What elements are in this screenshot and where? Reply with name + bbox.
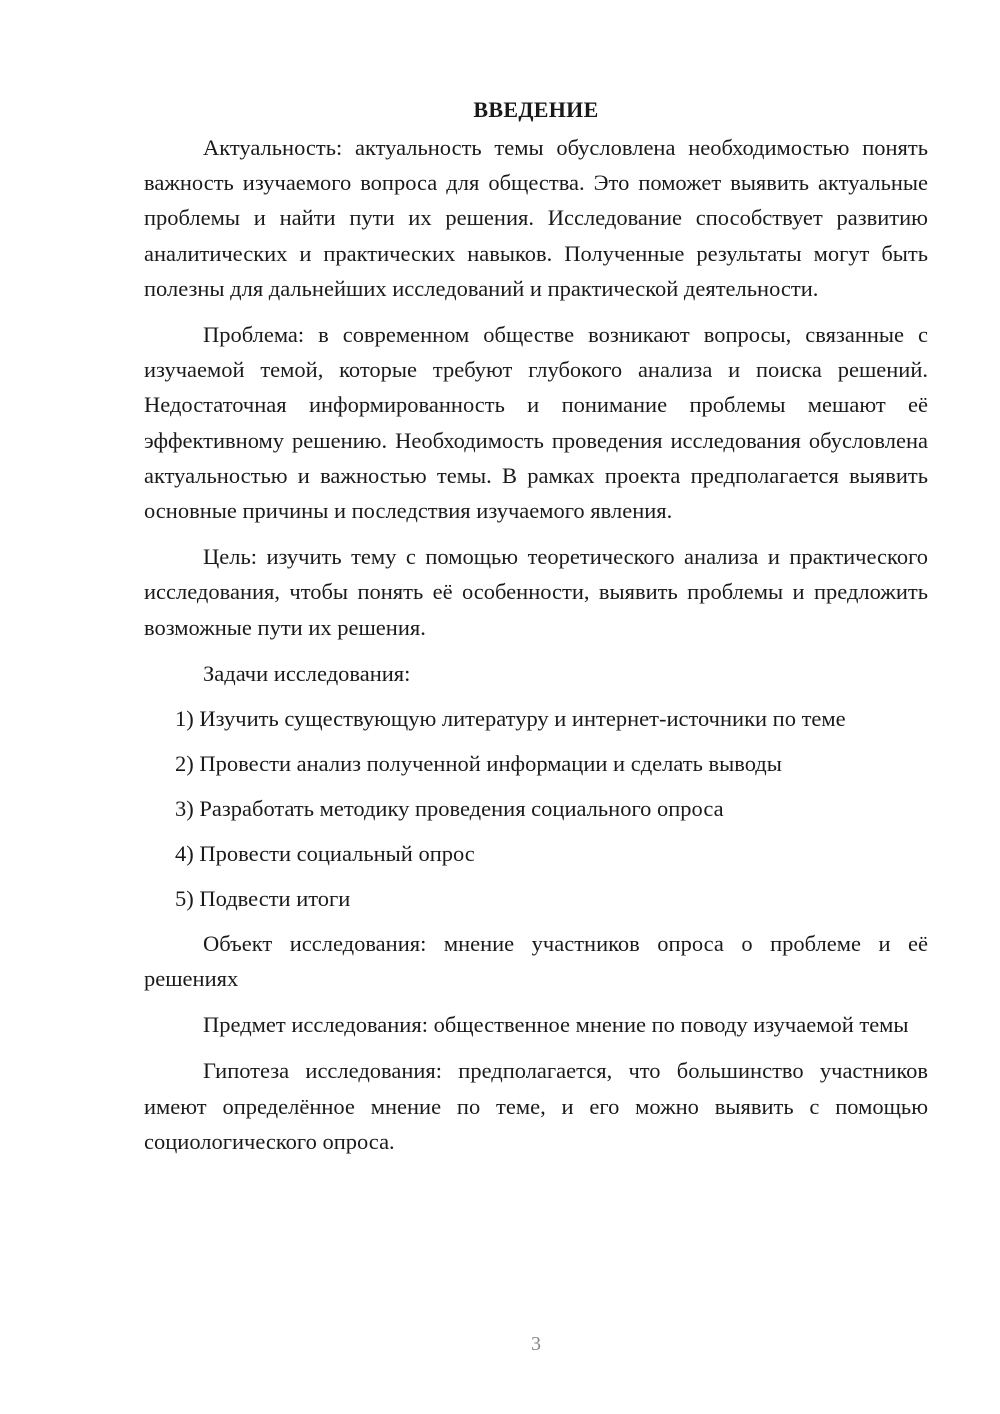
task-item: 5) Подвести итоги xyxy=(175,885,351,911)
tasks-title: Задачи исследования: xyxy=(203,660,411,686)
object-paragraph: Объект исследования: мнение участников опроса о проблеме и её решениях xyxy=(144,930,928,992)
page-number: 3 xyxy=(531,1333,541,1355)
task-item: 2) Провести анализ полученной информации и сделать выводы xyxy=(175,750,782,776)
relevance-paragraph: Актуальность: актуальность темы обусловлена необходимостью понять важность изучаемого вопроса для общества. Это поможет выявить актуальные проблемы и найти пути их решения. Исследование способствует развитию аналитических и практических навыков. Полученные результаты могут быть полезны для дальнейших исследований и практической деятельности. xyxy=(144,135,928,301)
hypothesis-paragraph: Гипотеза исследования: предполагается, что большинство участников имеют определённое мнение по теме, и его можно выявить с помощью социологического опроса. xyxy=(144,1058,928,1154)
task-item: 1) Изучить существующую литературу и интернет-источники по теме xyxy=(175,705,846,731)
problem-paragraph: Проблема: в современном обществе возникают вопросы, связанные с изучаемой темой, которые требуют глубокого анализа и поиска решений. Недостаточная информированность и понимание проблемы мешают её эффективному решению. Необходимость проведения исследования обусловлена актуальностью и важностью темы. В рамках проекта предполагается выявить основные причины и последствия изучаемого явления. xyxy=(144,322,928,524)
subject-paragraph: Предмет исследования: общественное мнение по поводу изучаемой темы xyxy=(203,1012,909,1038)
tasks-list xyxy=(144,701,928,916)
document-page xyxy=(144,92,928,1170)
task-item: 3) Разработать методику проведения социального опроса xyxy=(175,795,724,821)
section-heading: ВВЕДЕНИЕ xyxy=(473,97,599,122)
goal-paragraph: Цель: изучить тему с помощью теоретического анализа и практического исследования, чтобы понять её особенности, выявить проблемы и предложить возможные пути их решения. xyxy=(144,544,928,640)
task-item: 4) Провести социальный опрос xyxy=(175,840,475,866)
